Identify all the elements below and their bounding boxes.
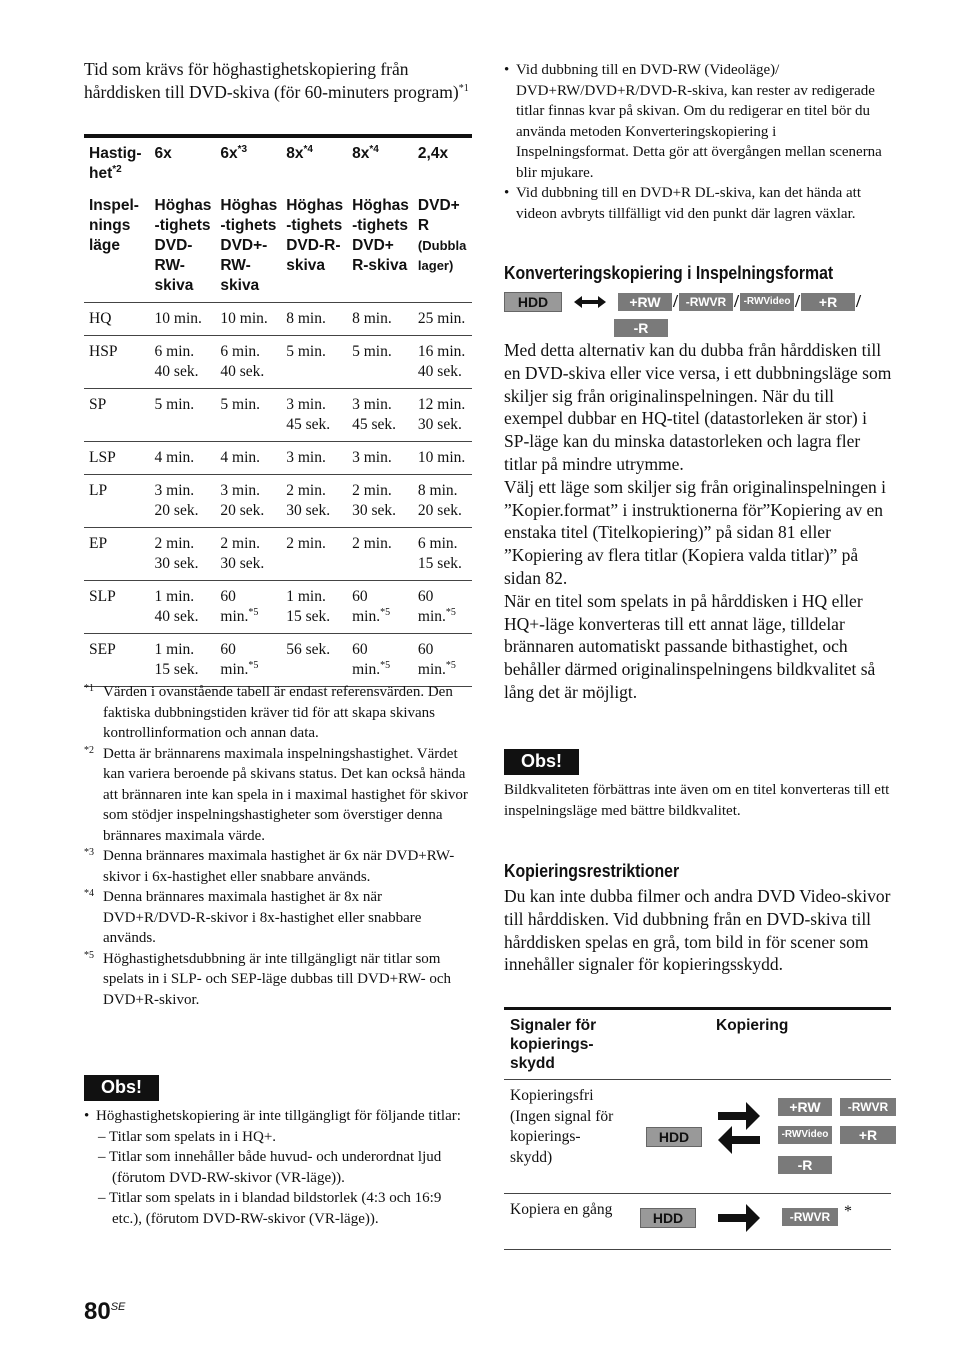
right-arrow-icon bbox=[716, 1204, 762, 1232]
table-row: LSP 4 min. 4 min. 3 min. 3 min. 10 min. bbox=[84, 442, 472, 475]
list-item: • Vid dubbning till en DVD+R DL-skiva, kan det hända att videon avbryts tillfälligt vid den punkt där lagren växlar. bbox=[504, 183, 890, 224]
footnote: *2 Detta är brännarens maximala inspelningshastighet. Värdet kan variera beroende på skivans status. Det kan också hända att brännaren inte kan spela in i maximal hastighet för skivor som stödjer inspelningshastigheter som överstiger denna brännares maximala värde. bbox=[84, 744, 468, 844]
table-header: Signaler för kopierings-skydd Kopiering bbox=[510, 1017, 789, 1072]
minus-rwvr-chip: -RWVR bbox=[679, 293, 733, 311]
copy-protection-table bbox=[504, 1007, 891, 1250]
minus-r-row bbox=[614, 319, 668, 337]
double-arrow-icon bbox=[572, 294, 608, 310]
restrictions-text: Du kan inte dubba filmer och andra DVD Video-skivor till hårddisken. Vid dubbning från en DVD-skiva till hårddisken spelas en grå, tom bild in för scener som innehåller signaler för kopieringsskydd. bbox=[504, 886, 891, 975]
table-row: SP 5 min. 5 min. 3 min. 45 sek. 3 min. 45 sek. 12 min. 30 sek. bbox=[84, 389, 472, 442]
obs-note-right: Bildkvaliteten förbättras inte även om en titel konverteras till ett inspelningsläge med bättre bildkvalitet. bbox=[504, 782, 890, 819]
table-header-speed: Hastig-het$^{*2}$ 6x $6x^{*3}$ $8x^{*4}$ $8x^{*4}$ 2,4x bbox=[89, 143, 449, 182]
footnote: *3 Denna brännares maximala hastighet är 6x när DVD+RW-skivor i 6x-hastighet eller snabbare används. bbox=[84, 847, 455, 885]
minus-rwvideo-chip: -RWVideo bbox=[740, 293, 794, 311]
footnotes bbox=[84, 682, 472, 1010]
heading-restrictions: Kopieringsrestriktioner bbox=[504, 861, 680, 881]
minus-rwvr-chip: -RWVR bbox=[782, 1208, 838, 1226]
obs-label-right: Obs! bbox=[504, 749, 579, 775]
minus-rwvideo-chip: -RWVideo bbox=[778, 1126, 832, 1144]
minus-rwvr-chip: -RWVR bbox=[840, 1098, 896, 1116]
footnote: *4 Denna brännares maximala hastighet är 8x när DVD+R/DVD-R-skivor i 8x-hastighet eller snabbare används. bbox=[84, 888, 422, 946]
footnote: *1 Värden i ovanstående tabell är endast referensvärden. Den faktiska dubbningstiden kräver tid för att skapa skivans kontrollinformation och annan data. bbox=[84, 683, 453, 741]
bidirectional-arrows-icon bbox=[716, 1098, 762, 1160]
hdd-chip: HDD bbox=[646, 1127, 702, 1147]
table-row: Kopieringsfri (Ingen signal för kopierings-skydd) HDD +RW -RWVR -RWVideo +R -R bbox=[504, 1080, 891, 1194]
disc-format-row: HDD +RW / -RWVR / -RWVideo / +R / bbox=[504, 291, 894, 312]
plus-rw-chip: +RW bbox=[778, 1098, 832, 1116]
hdd-chip: HDD bbox=[504, 292, 562, 312]
plus-rw-chip: +RW bbox=[618, 293, 672, 311]
speed-table bbox=[84, 134, 472, 687]
heading-conversion: Konverteringskopiering i Inspelningsformat bbox=[504, 263, 834, 283]
minus-r-chip: -R bbox=[614, 319, 668, 337]
table-row: HQ 10 min. 10 min. 8 min. 8 min. 25 min. bbox=[84, 303, 472, 336]
conversion-text: Med detta alternativ kan du dubba från hårddisken till en DVD-skiva eller vice versa, i ett dubbningsläge som skiljer sig från originalinspelningen. När du till exempel dubbar en HQ-titel (datastorleken är stor) i SP-läge kan du minska datastorleken och lagra fler titlar på mindre utrymme. Välj ett läge som skiljer sig från originalinspelningen i ”Kopier.format” i instruktionerna för”Kopiering av en enstaka titel (Titelkopiering)” på sidan 81 eller ”Kopiering av flera titlar (Kopiera valda titlar)” på sidan 82. När en titel som spelats in på hårddisken i HQ eller HQ+-läge konverteras till ett annat läge, tilldelar brännaren automatiskt passande bithastighet, och behåller därmed originalinspelningens bildkvalitet så lång det är möjligt. bbox=[504, 340, 892, 702]
table-header-mode: Inspel-nings läge Höghas -tighets DVD-RW-skiva Höghas -tighets DVD+-RW-skiva Höghas -tighets DVD-R-skiva Höghas -tighets DVD+ R-skiva DVD+ R (Dubbla lager) bbox=[89, 197, 467, 294]
table-row: EP 2 min. 30 sek. 2 min. 30 sek. 2 min. 2 min. 6 min. 15 sek. bbox=[84, 528, 472, 581]
table-row: SLP 1 min. 40 sek. 60 min.$^{*5}$ 1 min. 15 sek. 60 min.$^{*5}$ 60 min.$^{*5}$ bbox=[84, 581, 472, 634]
asterisk-mark: * bbox=[844, 1203, 852, 1220]
table-row: LP 3 min. 20 sek. 3 min. 20 sek. 2 min. 30 sek. 2 min. 30 sek. 8 min. 20 sek. bbox=[84, 475, 472, 528]
plus-r-chip: +R bbox=[840, 1126, 896, 1144]
plus-r-chip: +R bbox=[801, 293, 855, 311]
hdd-chip: HDD bbox=[640, 1208, 696, 1228]
minus-r-chip: -R bbox=[778, 1156, 832, 1174]
table-row: HSP 6 min. 40 sek. 6 min. 40 sek. 5 min. 5 min. 16 min. 40 sek. bbox=[84, 336, 472, 389]
intro-text: Tid som krävs för höghastighetskopiering från hårddisken till DVD-skiva (för 60-minuters program)$^{*1}$ bbox=[84, 59, 469, 102]
page-number: $80^{SE}$ bbox=[84, 1298, 126, 1325]
footnote: *5 Höghastighetsdubbning är inte tillgängligt när titlar som spelats in i SLP- och SEP-läge dubbas till DVD+RW- och DVD+R-skivor. bbox=[84, 949, 452, 1008]
list-item: • Vid dubbning till en DVD-RW (Videoläge)/ DVD+RW/DVD+R/DVD-R-skiva, kan rester av redigerade titlar finnas kvar på skivan. Om du redigerar en titel bör du använda metoden Konverteringskopiering i Inspelningsformat. Detta gör att övergången mellan scenerna blir mjukare. bbox=[504, 60, 890, 183]
table-row: Kopiera en gång HDD -RWVR * bbox=[504, 1194, 891, 1250]
obs-notes-left: • Höghastighetskopiering är inte tillgängligt för följande titlar: – Titlar som spelats in i HQ+. – Titlar som innehåller både huvud- och underordnat ljud (förutom DVD-RW-skivor (VR-läge)). – Titlar som spelats in i blandad bildstorlek (4:3 och 16:9 etc.), (förutom DVD-RW-skivor (VR-läge)). bbox=[84, 1106, 472, 1229]
obs-label-left: Obs! bbox=[84, 1075, 159, 1101]
table-row: SEP 1 min. 15 sek. 60 min.$^{*5}$ 56 sek. 60 min.$^{*5}$ 60 min.$^{*5}$ bbox=[84, 634, 472, 687]
right-bullets bbox=[504, 60, 890, 224]
